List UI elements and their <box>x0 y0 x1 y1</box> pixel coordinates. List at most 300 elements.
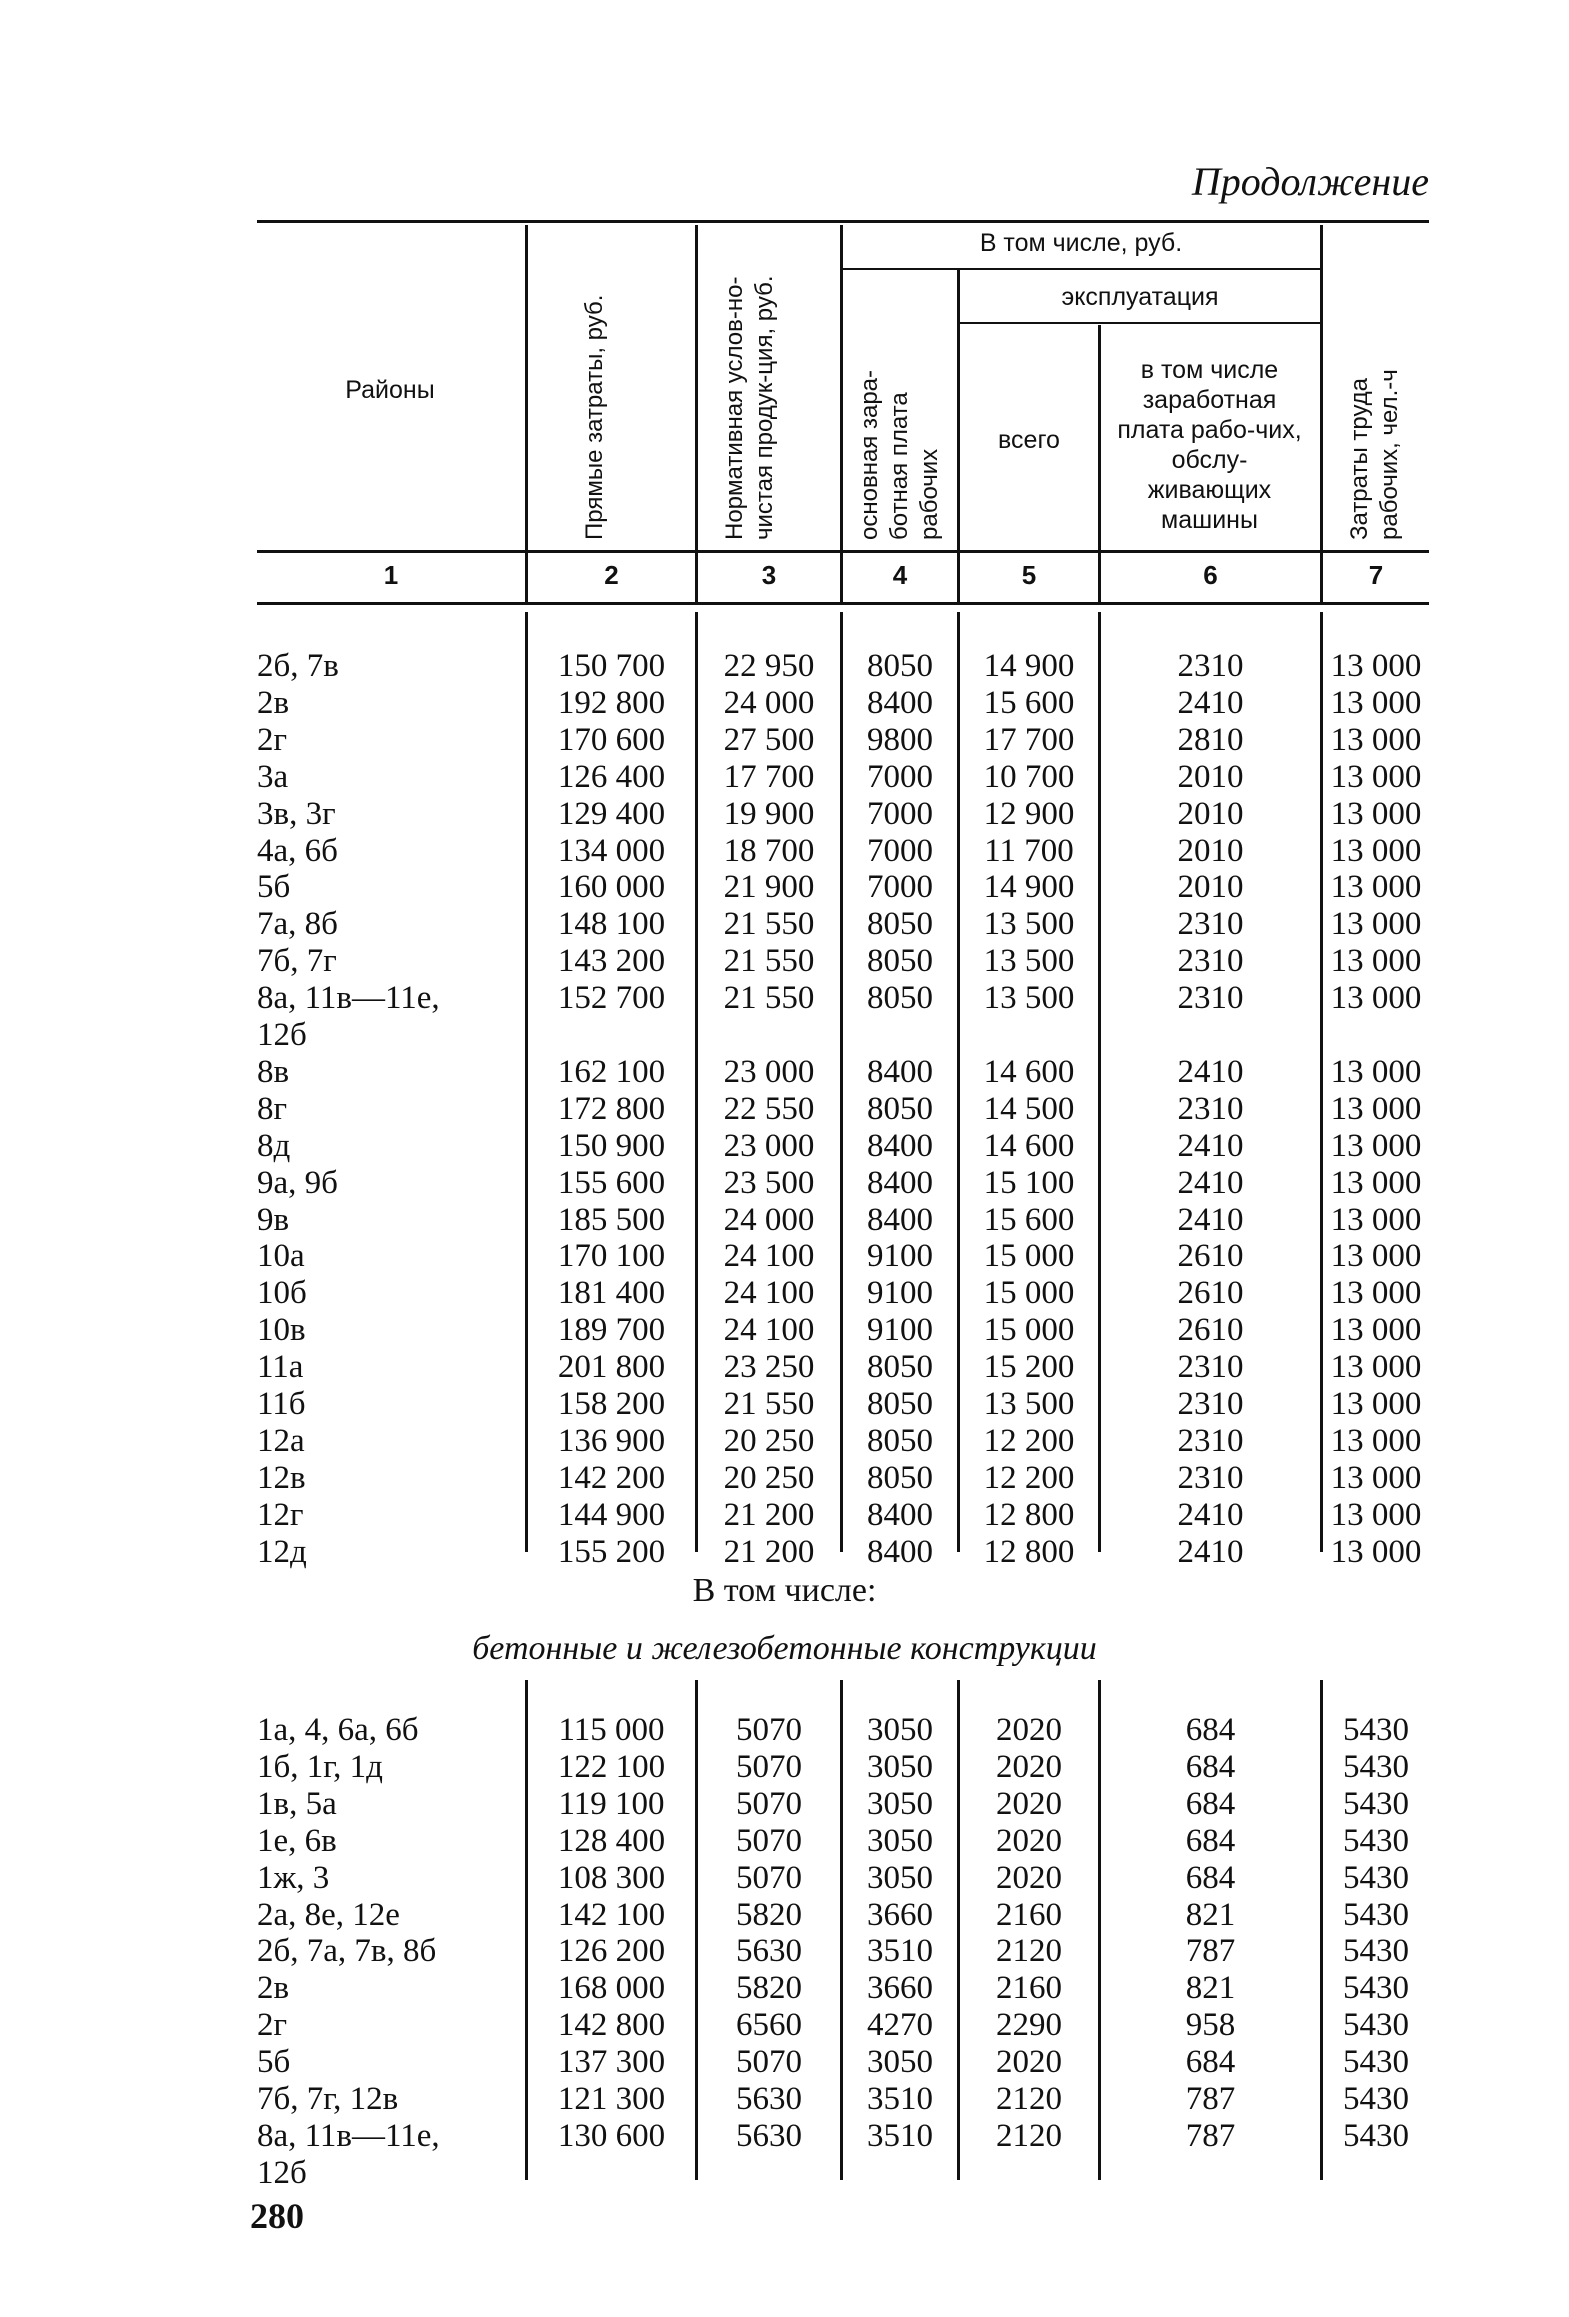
value-cell-c7: 5430 <box>1343 2007 1409 2044</box>
value-cell-c2: 148 100 <box>557 906 666 943</box>
header-vrule-1 <box>525 225 528 603</box>
table-row <box>0 1312 1569 1348</box>
value-cell-c2: 189 700 <box>557 1312 666 1349</box>
value-cell-c5: 14 500 <box>983 1090 1075 1127</box>
value-cell-c7: 13 000 <box>1330 1275 1422 1312</box>
value-cell-c7: 13 000 <box>1330 906 1422 943</box>
value-cell-c5: 14 600 <box>983 1053 1075 1090</box>
value-cell-c6: 684 <box>1185 1748 1236 1785</box>
region-cell: 12г <box>257 1496 304 1533</box>
value-cell-c2: 150 900 <box>557 1127 666 1164</box>
region-cell: 2в <box>257 684 290 721</box>
table-row <box>0 1970 1569 2006</box>
value-cell-c4: 7000 <box>867 795 933 832</box>
header-vrule-6 <box>1320 225 1323 603</box>
value-cell-c2: 134 000 <box>557 832 666 869</box>
table-row <box>0 2044 1569 2080</box>
value-cell-c4: 8400 <box>867 1533 933 1570</box>
colnum-1: 1 <box>383 560 399 590</box>
value-cell-c2: 181 400 <box>557 1275 666 1312</box>
table-row <box>0 1165 1569 1201</box>
value-cell-c2: 155 200 <box>557 1533 666 1570</box>
table-row <box>0 1017 1569 1053</box>
value-cell-c3: 21 550 <box>723 980 815 1017</box>
value-cell-c6: 2410 <box>1177 684 1244 721</box>
value-cell-c7: 13 000 <box>1330 832 1422 869</box>
value-cell-c5: 2020 <box>996 1822 1062 1859</box>
value-cell-c6: 2010 <box>1177 869 1244 906</box>
region-cell: 2в <box>257 1970 290 2007</box>
value-cell-c6: 821 <box>1185 1970 1236 2007</box>
value-cell-c7: 13 000 <box>1330 1090 1422 1127</box>
value-cell-c5: 12 900 <box>983 795 1075 832</box>
value-cell-c3: 24 100 <box>723 1275 815 1312</box>
value-cell-c4: 3510 <box>867 2117 933 2154</box>
value-cell-c7: 13 000 <box>1330 1496 1422 1533</box>
region-cell: 3в, 3г <box>257 795 336 832</box>
value-cell-c2: 162 100 <box>557 1053 666 1090</box>
value-cell-c5: 2120 <box>996 2081 1062 2117</box>
table-row <box>0 1460 1569 1496</box>
value-cell-c7: 5430 <box>1343 2117 1409 2154</box>
value-cell-c5: 2020 <box>996 1748 1062 1785</box>
value-cell-c7: 5430 <box>1343 1748 1409 1785</box>
value-cell-c5: 15 000 <box>983 1238 1075 1275</box>
value-cell-c3: 24 100 <box>723 1312 815 1349</box>
value-cell-c6: 2010 <box>1177 832 1244 869</box>
value-cell-c3: 21 550 <box>723 943 815 980</box>
value-cell-c3: 17 700 <box>723 758 815 795</box>
value-cell-c7: 5430 <box>1343 1896 1409 1933</box>
value-cell-c7: 13 000 <box>1330 648 1422 684</box>
value-cell-c4: 4270 <box>867 2007 933 2044</box>
value-cell-c3: 5630 <box>736 1933 802 1970</box>
value-cell-c6: 2610 <box>1177 1275 1244 1312</box>
header-regions: Районы <box>345 376 435 404</box>
value-cell-c6: 2010 <box>1177 758 1244 795</box>
value-cell-c2: 168 000 <box>557 1970 666 2007</box>
value-cell-c4: 3050 <box>867 1822 933 1859</box>
value-cell-c3: 21 550 <box>723 1386 815 1422</box>
table-row <box>0 1423 1569 1459</box>
value-cell-c3: 5070 <box>736 1859 802 1896</box>
colnum-bottom-rule <box>257 602 1429 605</box>
table-row <box>0 796 1569 832</box>
value-cell-c3: 19 900 <box>723 795 815 832</box>
value-cell-c7: 13 000 <box>1330 1422 1422 1459</box>
value-cell-c5: 15 600 <box>983 1201 1075 1238</box>
value-cell-c3: 20 250 <box>723 1459 815 1496</box>
value-cell-c7: 13 000 <box>1330 869 1422 906</box>
value-cell-c6: 2310 <box>1177 1386 1244 1422</box>
value-cell-c7: 13 000 <box>1330 943 1422 980</box>
table-row <box>0 1534 1569 1570</box>
region-cell: 12в <box>257 1459 306 1496</box>
value-cell-c6: 2310 <box>1177 648 1244 684</box>
value-cell-c4: 8400 <box>867 1496 933 1533</box>
value-cell-c5: 2120 <box>996 1933 1062 1970</box>
value-cell-c5: 10 700 <box>983 758 1075 795</box>
value-cell-c6: 2610 <box>1177 1238 1244 1275</box>
value-cell-c2: 122 100 <box>557 1748 666 1785</box>
value-cell-c5: 12 200 <box>983 1459 1075 1496</box>
value-cell-c5: 2020 <box>996 1859 1062 1896</box>
value-cell-c2: 115 000 <box>558 1712 665 1748</box>
colnum-4: 4 <box>892 560 908 590</box>
table-row <box>0 1933 1569 1969</box>
region-cell: 3а <box>257 758 289 795</box>
value-cell-c7: 5430 <box>1343 1859 1409 1896</box>
region-cell: 7б, 7г, 12в <box>257 2081 399 2117</box>
header-base-wage: основная зара-ботная плата рабочих <box>856 369 943 540</box>
value-cell-c7: 13 000 <box>1330 684 1422 721</box>
value-cell-c2: 172 800 <box>557 1090 666 1127</box>
value-cell-c5: 2290 <box>996 2007 1062 2044</box>
value-cell-c4: 8050 <box>867 1349 933 1386</box>
value-cell-c4: 3660 <box>867 1896 933 1933</box>
value-cell-c4: 8400 <box>867 1053 933 1090</box>
value-cell-c3: 5630 <box>736 2081 802 2117</box>
colnum-6: 6 <box>1203 560 1218 590</box>
value-cell-c5: 15 600 <box>983 684 1075 721</box>
table-row <box>0 2155 1569 2191</box>
value-cell-c5: 11 700 <box>984 832 1074 869</box>
region-cell: 1ж, 3 <box>257 1859 330 1896</box>
value-cell-c6: 787 <box>1185 2081 1236 2117</box>
region-cell: 10в <box>257 1312 306 1349</box>
value-cell-c3: 21 200 <box>723 1496 815 1533</box>
region-cell: 12а <box>257 1422 305 1459</box>
value-cell-c2: 142 800 <box>557 2007 666 2044</box>
table-row <box>0 759 1569 795</box>
region-cell: 9а, 9б <box>257 1164 338 1201</box>
table-row <box>0 1238 1569 1274</box>
value-cell-c6: 958 <box>1185 2007 1236 2044</box>
value-cell-c3: 27 500 <box>723 721 815 758</box>
region-cell: 8в <box>257 1053 290 1090</box>
value-cell-c5: 2020 <box>996 2044 1062 2081</box>
value-cell-c3: 24 000 <box>723 684 815 721</box>
value-cell-c2: 136 900 <box>557 1422 666 1459</box>
region-cell: 11а <box>257 1349 304 1386</box>
value-cell-c7: 13 000 <box>1330 795 1422 832</box>
value-cell-c2: 152 700 <box>557 980 666 1017</box>
value-cell-c2: 128 400 <box>557 1822 666 1859</box>
value-cell-c7: 13 000 <box>1330 721 1422 758</box>
header-group-including: В том числе, руб. <box>979 229 1183 257</box>
value-cell-c7: 13 000 <box>1330 1386 1422 1422</box>
table-row <box>0 1349 1569 1385</box>
value-cell-c4: 9100 <box>867 1312 933 1349</box>
value-cell-c4: 8050 <box>867 943 933 980</box>
value-cell-c3: 23 000 <box>723 1127 815 1164</box>
value-cell-c5: 12 200 <box>983 1422 1075 1459</box>
region-cell: 1а, 4, 6а, 6б <box>257 1712 419 1748</box>
value-cell-c4: 7000 <box>867 832 933 869</box>
table-row <box>0 722 1569 758</box>
value-cell-c7: 13 000 <box>1330 1349 1422 1386</box>
value-cell-c5: 15 000 <box>983 1312 1075 1349</box>
header-direct-costs: Прямые затраты, руб. <box>581 294 608 540</box>
value-cell-c4: 7000 <box>867 869 933 906</box>
value-cell-c6: 2410 <box>1177 1053 1244 1090</box>
value-cell-c4: 8400 <box>867 1127 933 1164</box>
value-cell-c3: 23 000 <box>723 1053 815 1090</box>
table-row <box>0 1091 1569 1127</box>
value-cell-c3: 21 200 <box>723 1533 815 1570</box>
region-cell: 5б <box>257 2044 291 2081</box>
value-cell-c5: 14 600 <box>983 1127 1075 1164</box>
table-row <box>0 869 1569 905</box>
value-cell-c6: 2410 <box>1177 1496 1244 1533</box>
value-cell-c3: 5630 <box>736 2117 802 2154</box>
colnum-3: 3 <box>761 560 777 590</box>
region-cell: 2б, 7в <box>257 648 339 684</box>
value-cell-c2: 126 400 <box>557 758 666 795</box>
table-row <box>0 980 1569 1016</box>
header-group-operation: эксплуатация <box>1061 283 1219 311</box>
value-cell-c4: 7000 <box>867 758 933 795</box>
value-cell-c4: 3050 <box>867 1712 933 1748</box>
value-cell-c2: 144 900 <box>557 1496 666 1533</box>
header-vrule-2 <box>695 225 698 603</box>
value-cell-c5: 12 800 <box>983 1496 1075 1533</box>
table-row <box>0 1749 1569 1785</box>
value-cell-c6: 2410 <box>1177 1533 1244 1570</box>
value-cell-c3: 5070 <box>736 1785 802 1822</box>
header-top-rule <box>257 220 1429 223</box>
table-row <box>0 2007 1569 2043</box>
region-cell: 10б <box>257 1275 307 1312</box>
region-cell: 8а, 11в—11е, <box>257 2117 440 2154</box>
value-cell-c2: 142 200 <box>557 1459 666 1496</box>
region-cell: 2а, 8е, 12е <box>257 1896 400 1933</box>
value-cell-c5: 12 800 <box>983 1533 1075 1570</box>
value-cell-c6: 684 <box>1185 1859 1236 1896</box>
value-cell-c4: 3050 <box>867 2044 933 2081</box>
value-cell-c2: 121 300 <box>557 2081 666 2117</box>
table-row <box>0 1897 1569 1933</box>
value-cell-c5: 2160 <box>996 1896 1062 1933</box>
value-cell-c7: 5430 <box>1343 1933 1409 1970</box>
value-cell-c2: 142 100 <box>557 1896 666 1933</box>
value-cell-c4: 3660 <box>867 1970 933 2007</box>
group-rule <box>842 268 1322 270</box>
value-cell-c4: 9800 <box>867 721 933 758</box>
value-cell-c6: 2310 <box>1177 1459 1244 1496</box>
value-cell-c6: 2410 <box>1177 1164 1244 1201</box>
value-cell-c6: 2010 <box>1177 795 1244 832</box>
colnum-7: 7 <box>1368 560 1384 590</box>
value-cell-c4: 8050 <box>867 906 933 943</box>
region-cell: 1е, 6в <box>257 1822 337 1859</box>
value-cell-c5: 15 100 <box>983 1164 1075 1201</box>
value-cell-c5: 2120 <box>996 2117 1062 2154</box>
value-cell-c2: 158 200 <box>557 1386 666 1422</box>
value-cell-c5: 2020 <box>996 1712 1062 1748</box>
value-cell-c3: 5070 <box>736 1822 802 1859</box>
value-cell-c4: 8050 <box>867 980 933 1017</box>
table-row <box>0 906 1569 942</box>
value-cell-c2: 155 600 <box>557 1164 666 1201</box>
value-cell-c6: 2310 <box>1177 1090 1244 1127</box>
table-row <box>0 1497 1569 1533</box>
header-normative-product: Нормативная услов-но-чистая продук-ция, руб. <box>721 275 778 540</box>
continuation-label: Продолжение <box>1191 159 1429 204</box>
value-cell-c4: 3050 <box>867 1785 933 1822</box>
table-row <box>0 943 1569 979</box>
value-cell-c5: 13 500 <box>983 980 1075 1017</box>
value-cell-c2: 119 100 <box>558 1785 665 1822</box>
value-cell-c5: 14 900 <box>983 869 1075 906</box>
value-cell-c6: 787 <box>1185 2117 1236 2154</box>
value-cell-c5: 14 900 <box>983 648 1075 684</box>
value-cell-c5: 15 000 <box>983 1275 1075 1312</box>
value-cell-c3: 5820 <box>736 1896 802 1933</box>
value-cell-c2: 143 200 <box>557 943 666 980</box>
value-cell-c4: 3050 <box>867 1859 933 1896</box>
value-cell-c3: 23 250 <box>723 1349 815 1386</box>
table-row <box>0 1202 1569 1238</box>
value-cell-c5: 15 200 <box>983 1349 1075 1386</box>
value-cell-c2: 108 300 <box>557 1859 666 1896</box>
value-cell-c6: 2810 <box>1177 721 1244 758</box>
value-cell-c7: 13 000 <box>1330 1127 1422 1164</box>
value-cell-c3: 22 550 <box>723 1090 815 1127</box>
region-cell: 8г <box>257 1090 288 1127</box>
value-cell-c4: 8050 <box>867 648 933 684</box>
region-cell: 1в, 5а <box>257 1785 337 1822</box>
region-cell: 2б, 7а, 7в, 8б <box>257 1933 437 1970</box>
header-bottom-rule <box>257 550 1429 553</box>
table-row <box>0 833 1569 869</box>
value-cell-c4: 8050 <box>867 1386 933 1422</box>
value-cell-c5: 13 500 <box>983 943 1075 980</box>
value-cell-c4: 9100 <box>867 1238 933 1275</box>
region-cell: 12б <box>257 2154 307 2191</box>
value-cell-c7: 13 000 <box>1330 1164 1422 1201</box>
region-cell: 12д <box>257 1533 307 1570</box>
region-cell: 7б, 7г <box>257 943 337 980</box>
value-cell-c4: 3510 <box>867 2081 933 2117</box>
value-cell-c6: 684 <box>1185 1712 1236 1748</box>
value-cell-c4: 8050 <box>867 1422 933 1459</box>
table-row <box>0 1823 1569 1859</box>
value-cell-c3: 22 950 <box>723 648 815 684</box>
operation-rule <box>958 322 1322 324</box>
value-cell-c7: 13 000 <box>1330 980 1422 1017</box>
value-cell-c6: 2310 <box>1177 1349 1244 1386</box>
value-cell-c7: 13 000 <box>1330 758 1422 795</box>
value-cell-c3: 6560 <box>736 2007 802 2044</box>
value-cell-c6: 787 <box>1185 1933 1236 1970</box>
subsection-title: бетонные и железобетонные конструкции <box>472 1630 1097 1667</box>
value-cell-c3: 5070 <box>736 1712 802 1748</box>
value-cell-c2: 126 200 <box>557 1933 666 1970</box>
value-cell-c4: 8400 <box>867 684 933 721</box>
value-cell-c2: 192 800 <box>557 684 666 721</box>
table-row <box>0 1712 1569 1748</box>
value-cell-c7: 13 000 <box>1330 1459 1422 1496</box>
value-cell-c2: 170 600 <box>557 721 666 758</box>
value-cell-c7: 5430 <box>1343 1712 1409 1748</box>
colnum-2: 2 <box>604 560 619 590</box>
value-cell-c4: 8050 <box>867 1459 933 1496</box>
value-cell-c2: 130 600 <box>557 2117 666 2154</box>
value-cell-c5: 2020 <box>996 1785 1062 1822</box>
table-row <box>0 1054 1569 1090</box>
value-cell-c3: 5820 <box>736 1970 802 2007</box>
value-cell-c3: 18 700 <box>723 832 815 869</box>
value-cell-c2: 170 100 <box>557 1238 666 1275</box>
value-cell-c6: 2310 <box>1177 906 1244 943</box>
value-cell-c3: 5070 <box>736 2044 802 2081</box>
header-total: всего <box>998 426 1060 454</box>
value-cell-c7: 13 000 <box>1330 1238 1422 1275</box>
header-incl-wage: в том числе заработная плата рабо-чих, обслу-живающих машины <box>1117 356 1302 534</box>
region-cell: 8а, 11в—11е, <box>257 980 440 1017</box>
value-cell-c3: 21 900 <box>723 869 815 906</box>
value-cell-c4: 3510 <box>867 1933 933 1970</box>
value-cell-c3: 5070 <box>736 1748 802 1785</box>
table-row <box>0 2118 1569 2154</box>
table-row <box>0 1128 1569 1164</box>
region-cell: 4а, 6б <box>257 832 338 869</box>
region-cell: 10а <box>257 1238 305 1275</box>
value-cell-c6: 2310 <box>1177 980 1244 1017</box>
value-cell-c6: 2410 <box>1177 1127 1244 1164</box>
header-vrule-3 <box>840 225 843 603</box>
value-cell-c3: 24 000 <box>723 1201 815 1238</box>
value-cell-c7: 13 000 <box>1330 1533 1422 1570</box>
value-cell-c7: 5430 <box>1343 2044 1409 2081</box>
value-cell-c6: 684 <box>1185 1822 1236 1859</box>
value-cell-c2: 160 000 <box>557 869 666 906</box>
value-cell-c3: 21 550 <box>723 906 815 943</box>
subsection-including: В том числе: <box>692 1572 877 1609</box>
region-cell: 8д <box>257 1127 291 1164</box>
value-cell-c5: 13 500 <box>983 906 1075 943</box>
value-cell-c5: 13 500 <box>983 1386 1075 1422</box>
value-cell-c4: 8400 <box>867 1201 933 1238</box>
header-labor: Затраты труда рабочих, чел.-ч <box>1346 369 1403 540</box>
colnum-5: 5 <box>1021 560 1037 590</box>
value-cell-c4: 9100 <box>867 1275 933 1312</box>
value-cell-c2: 185 500 <box>557 1201 666 1238</box>
region-cell: 7а, 8б <box>257 906 338 943</box>
value-cell-c7: 13 000 <box>1330 1053 1422 1090</box>
value-cell-c6: 2610 <box>1177 1312 1244 1349</box>
region-cell: 1б, 1г, 1д <box>257 1748 383 1785</box>
value-cell-c3: 24 100 <box>723 1238 815 1275</box>
value-cell-c5: 17 700 <box>983 721 1075 758</box>
value-cell-c6: 2310 <box>1177 1422 1244 1459</box>
value-cell-c7: 13 000 <box>1330 1312 1422 1349</box>
region-cell: 9в <box>257 1201 290 1238</box>
value-cell-c2: 137 300 <box>557 2044 666 2081</box>
value-cell-c6: 821 <box>1185 1896 1236 1933</box>
value-cell-c7: 5430 <box>1343 1785 1409 1822</box>
table-row <box>0 685 1569 721</box>
value-cell-c3: 23 500 <box>723 1164 815 1201</box>
value-cell-c7: 5430 <box>1343 1822 1409 1859</box>
table-row <box>0 1786 1569 1822</box>
value-cell-c2: 129 400 <box>557 795 666 832</box>
table-row <box>0 1860 1569 1896</box>
value-cell-c4: 3050 <box>867 1748 933 1785</box>
table-row <box>0 1386 1569 1422</box>
value-cell-c4: 8400 <box>867 1164 933 1201</box>
